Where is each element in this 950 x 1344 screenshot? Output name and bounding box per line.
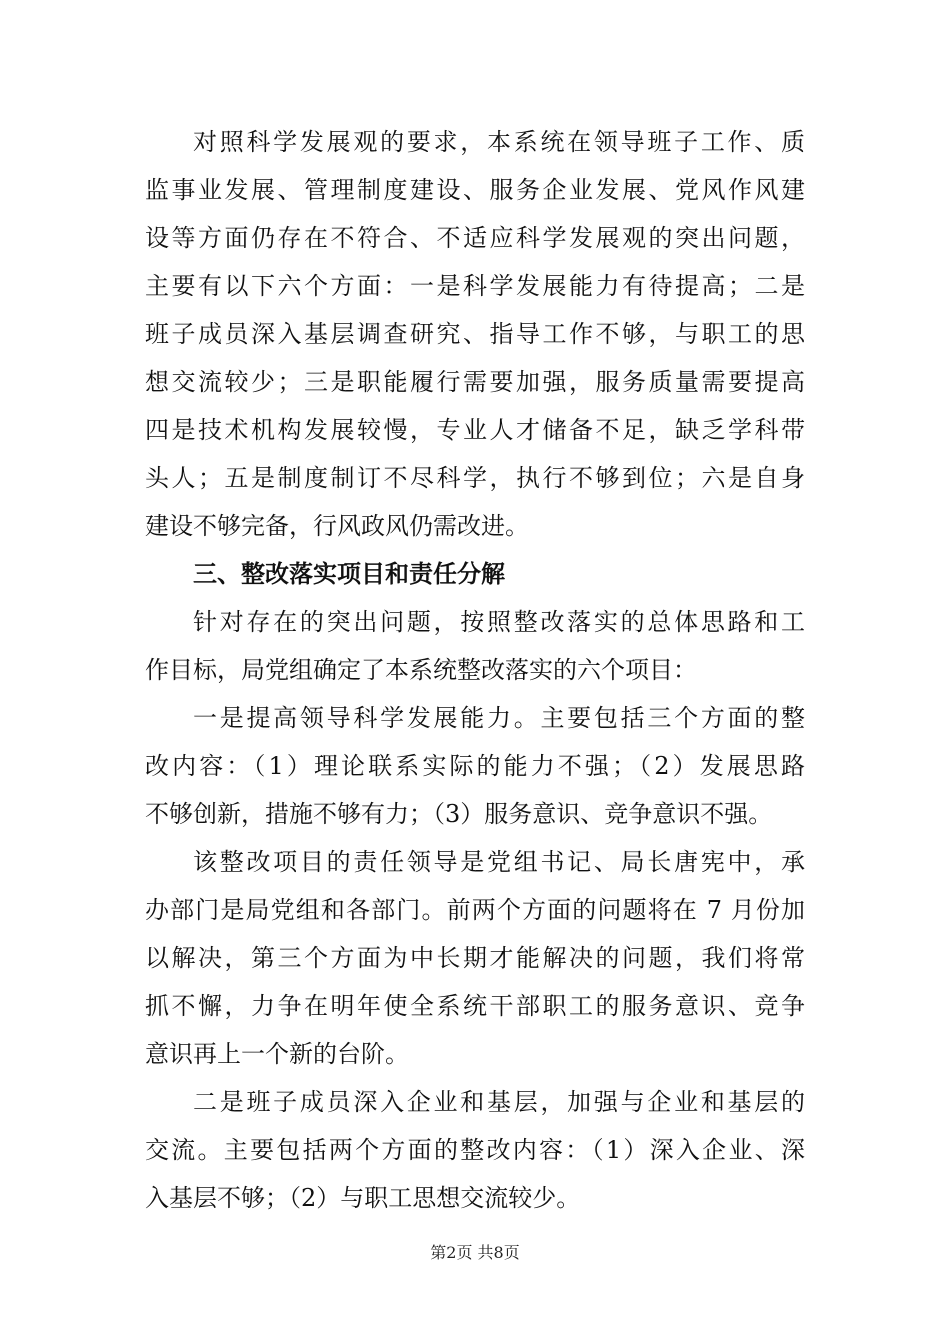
paragraph-3-line-1: 一是提高领导科学发展能力。主要包括三个方面的整 <box>193 704 805 732</box>
paragraph-4-line-4: 抓不懈，力争在明年使全系统干部职工的服务意识、竞争 <box>145 992 805 1020</box>
page-footer <box>0 1243 950 1263</box>
paragraph-5-line-1: 二是班子成员深入企业和基层，加强与企业和基层的 <box>193 1088 805 1116</box>
paragraph-3-line-3: 不够创新，措施不够有力；（3）服务意识、竞争意识不强。 <box>145 800 773 828</box>
paragraph-5-line-2: 交流。主要包括两个方面的整改内容：（1）深入企业、深 <box>145 1136 805 1164</box>
paragraph-2-line-1: 针对存在的突出问题，按照整改落实的总体思路和工 <box>193 608 805 636</box>
section-heading: 三、整改落实项目和责任分解 <box>193 560 505 588</box>
paragraph-1-line-8: 头人；五是制度制订不尽科学，执行不够到位；六是自身 <box>145 464 805 492</box>
paragraph-1-line-3: 设等方面仍存在不符合、不适应科学发展观的突出问题， <box>145 224 805 252</box>
paragraph-1-line-4: 主要有以下六个方面：一是科学发展能力有待提高；二是 <box>145 272 805 300</box>
paragraph-1-line-2: 监事业发展、管理制度建设、服务企业发展、党风作风建 <box>145 176 805 204</box>
page-indicator: 第2页 共8页 <box>430 1243 520 1262</box>
paragraph-5-line-3: 入基层不够；（2）与职工思想交流较少。 <box>145 1184 581 1212</box>
paragraph-2-line-2: 作目标，局党组确定了本系统整改落实的六个项目： <box>145 656 697 684</box>
paragraph-4-line-2: 办部门是局党组和各部门。前两个方面的问题将在 7 月份加 <box>145 896 805 924</box>
paragraph-4-line-1: 该整改项目的责任领导是党组书记、局长唐宪中，承 <box>193 848 805 876</box>
paragraph-4-line-5: 意识再上一个新的台阶。 <box>145 1040 409 1068</box>
paragraph-1-line-7: 四是技术机构发展较慢，专业人才储备不足，缺乏学科带 <box>145 416 805 444</box>
paragraph-4-line-3: 以解决，第三个方面为中长期才能解决的问题，我们将常 <box>145 944 805 972</box>
paragraph-1-line-9: 建设不够完备，行风政风仍需改进。 <box>145 512 529 540</box>
paragraph-3-line-2: 改内容：（1）理论联系实际的能力不强；（2）发展思路 <box>145 752 805 780</box>
paragraph-1-line-5: 班子成员深入基层调查研究、指导工作不够，与职工的思 <box>145 320 805 348</box>
paragraph-1-line-1: 对照科学发展观的要求，本系统在领导班子工作、质 <box>193 128 805 156</box>
paragraph-1-line-6: 想交流较少；三是职能履行需要加强，服务质量需要提高 <box>145 368 805 396</box>
